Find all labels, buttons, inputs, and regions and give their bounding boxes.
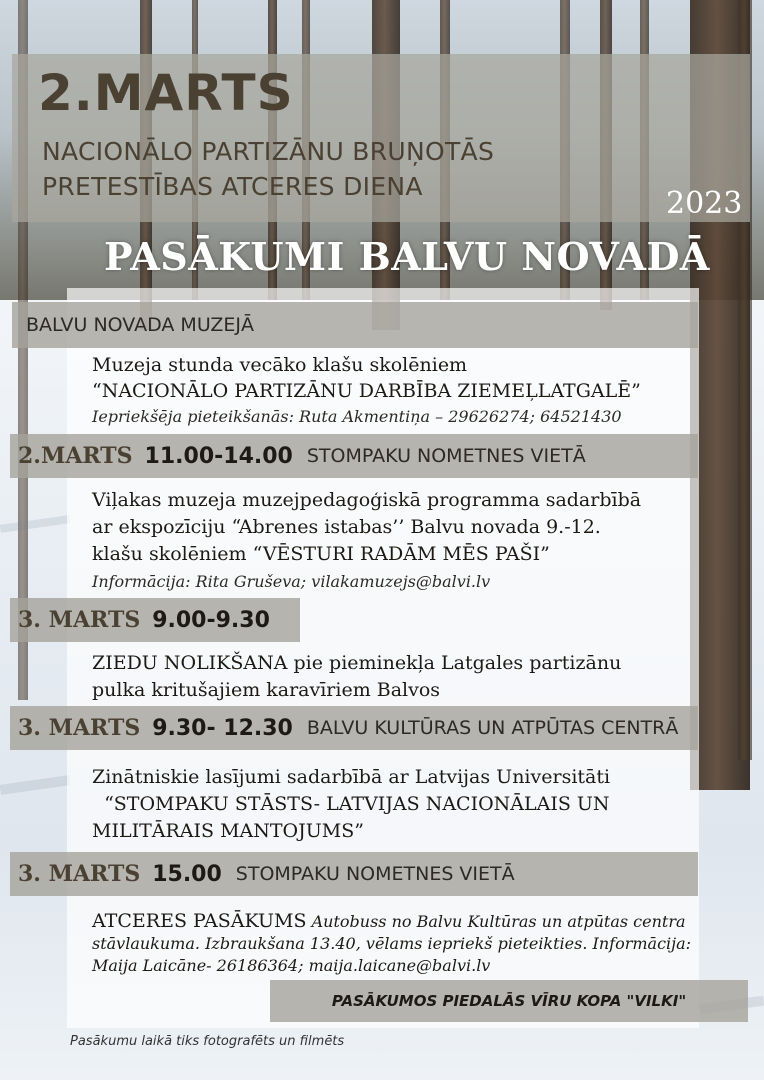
event-2-place: STOMPAKU NOMETNES VIETĀ	[306, 445, 586, 467]
subtitle-line-2: PRETESTĪBAS ATCERES DIENA	[42, 172, 423, 201]
event-5-line-2: stāvlaukuma. Izbraukšana 13.40, vēlams iepriekš pieteikties. Informācija:	[92, 934, 692, 953]
event-4-place: BALVU KULTŪRAS UN ATPŪTAS CENTRĀ	[306, 717, 679, 739]
footnote: Pasākumu laikā tiks fotografēts un filmēts	[70, 1034, 345, 1049]
event-2-time: 11.00-14.00	[144, 443, 293, 469]
event-1-description	[92, 352, 641, 430]
event-2-line-3: klašu skolēniem “VĒSTURI RADĀM MĒS PAŠI”	[92, 543, 550, 565]
choir-note: PASĀKUMOS PIEDALĀS VĪRU KOPA "VILKI"	[270, 980, 748, 1022]
event-3-date: 3. MARTS	[18, 607, 141, 633]
event-1-place: BALVU NOVADA MUZEJĀ	[26, 314, 255, 336]
event-4-header	[10, 706, 698, 750]
event-4-line-1: Zinātniskie lasījumi sadarbībā ar Latvijas Universitāti	[92, 766, 611, 788]
header-date: 2.MARTS	[38, 64, 294, 122]
event-3-line-1: ZIEDU NOLIKŠANA pie pieminekļa Latgales partizānu	[92, 652, 622, 674]
event-2-line-2: ar ekspozīciju “Abrenes istabas’’ Balvu novada 9.-12.	[92, 516, 601, 538]
event-4-time: 9.30- 12.30	[152, 715, 293, 741]
event-4-description	[92, 764, 610, 845]
event-5-header	[10, 852, 698, 896]
event-5-date: 3. MARTS	[18, 861, 141, 887]
subtitle-line-1: NACIONĀLO PARTIZĀNU BRUŅOTĀS	[42, 137, 495, 166]
event-5-line-1: Autobuss no Balvu Kultūras un atpūtas centra	[311, 912, 686, 931]
event-1-header	[12, 302, 698, 348]
event-2-header	[10, 434, 698, 478]
event-2-date: 2.MARTS	[18, 443, 133, 469]
header-subtitle	[42, 134, 494, 204]
event-2-info: Informācija: Rita Gruševa; vilakamuzejs@balvi.lv	[92, 572, 491, 591]
event-5-line-3: Maija Laicāne- 26186364; maija.laicane@balvi.lv	[92, 956, 491, 975]
event-4-line-2: “STOMPAKU STĀSTS- LATVIJAS NACIONĀLAIS UN	[92, 793, 610, 815]
event-4-date: 3. MARTS	[18, 715, 141, 741]
event-5-lead: ATCERES PASĀKUMS	[92, 910, 307, 932]
event-5-time: 15.00	[152, 861, 222, 887]
event-1-info: Iepriekšēja pieteikšanās: Ruta Akmentiņa – 29626274; 64521430	[92, 407, 622, 426]
event-2-description	[92, 487, 641, 595]
event-3-header	[10, 598, 300, 642]
main-heading: PASĀKUMI BALVU NOVADĀ	[104, 234, 710, 279]
event-5-description	[92, 910, 691, 977]
event-3-line-2: pulka kritušajiem karavīriem Balvos	[92, 679, 441, 701]
event-5-place: STOMPAKU NOMETNES VIETĀ	[235, 863, 515, 885]
event-4-line-3: MILITĀRAIS MANTOJUMS”	[92, 820, 364, 842]
year-label: 2023	[666, 186, 743, 221]
event-1-line-2: “NACIONĀLO PARTIZĀNU DARBĪBA ZIEMEĻLATGALĒ”	[92, 380, 641, 402]
event-3-description	[92, 650, 621, 704]
event-2-line-1: Viļakas muzeja muzejpedagoģiskā programma sadarbībā	[92, 489, 642, 511]
event-1-line-1: Muzeja stunda vecāko klašu skolēniem	[92, 354, 468, 376]
event-3-time: 9.00-9.30	[152, 607, 270, 633]
